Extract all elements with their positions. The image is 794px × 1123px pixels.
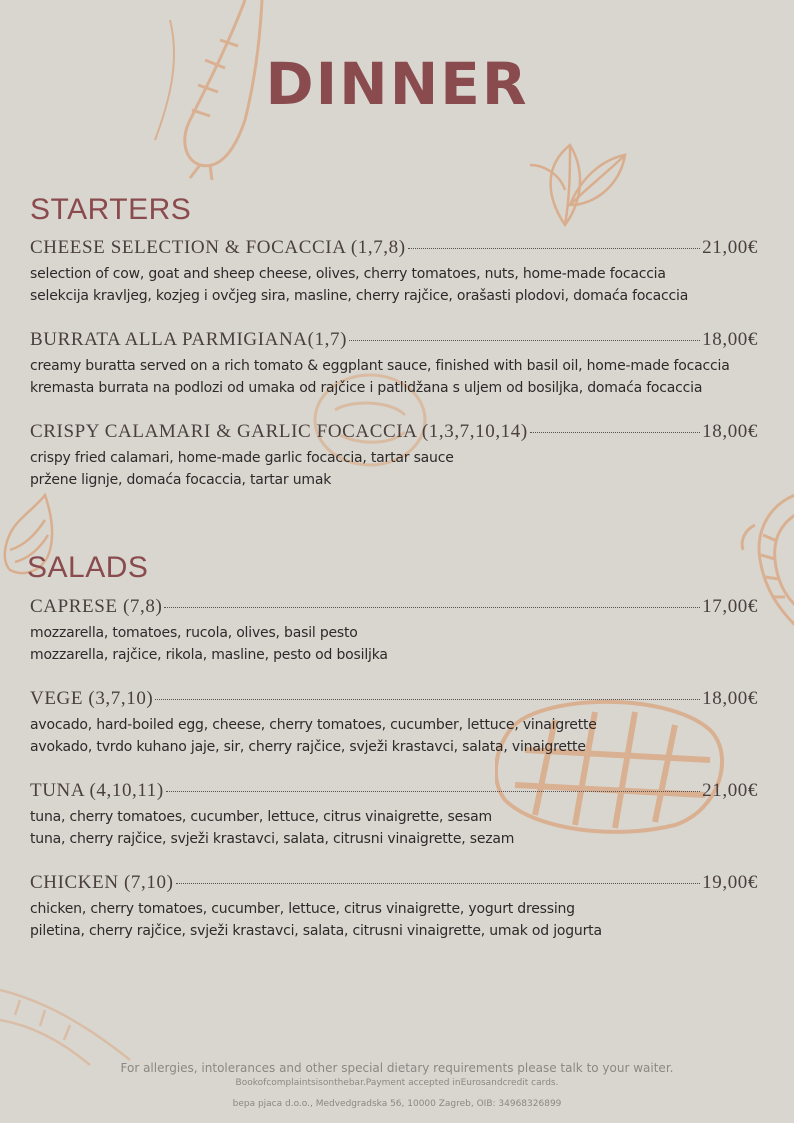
item-description-en: tuna, cherry tomatoes, cucumber, lettuce, citrus vinaigrette, sesam [30,809,492,825]
item-description-hr: kremasta burrata na podlozi od umaka od rajčice i patlidžana s uljem od bosiljka, domaća focaccia [30,380,703,396]
dotted-leader [164,607,700,608]
item-price: 17,00€ [702,596,758,617]
item-name: VEGE (3,7,10) [30,688,154,709]
carrot-illustration [0,960,140,1070]
item-name: CHICKEN (7,10) [30,872,174,893]
item-description-hr: tuna, cherry rajčice, svježi krastavci, salata, citrusni vinaigrette, sezam [30,831,515,847]
menu-item [30,688,758,758]
item-name: CAPRESE (7,8) [30,596,163,617]
item-price: 18,00€ [702,688,758,709]
item-description-hr: avokado, tvrdo kuhano jaje, sir, cherry rajčice, svježi krastavci, salata, vinaigrette [30,739,586,755]
menu-item [30,596,758,666]
item-name: BURRATA ALLA PARMIGIANA(1,7) [30,329,348,350]
item-description-en: crispy fried calamari, home-made garlic focaccia, tartar sauce [30,450,454,466]
payment-notice: Bookofcomplaintsisonthebar.Payment accepted inEurosandcredit cards. [235,1078,559,1088]
item-price: 21,00€ [702,780,758,801]
item-price: 19,00€ [702,872,758,893]
menu-item [30,237,758,307]
item-name: CHEESE SELECTION & FOCACCIA (1,7,8) [30,237,406,258]
dotted-leader [166,791,700,792]
company-info: bepa pjaca d.o.o., Medvedgradska 56, 10000 Zagreb, OIB: 34968326899 [232,1099,562,1109]
dotted-leader [530,432,700,433]
item-description-en: creamy buratta served on a rich tomato & eggplant sauce, finished with basil oil, home-made focaccia [30,358,730,374]
item-description-en: chicken, cherry tomatoes, cucumber, lettuce, citrus vinaigrette, yogurt dressing [30,901,575,917]
item-description-hr: mozzarella, rajčice, rikola, masline, pesto od bosiljka [30,647,388,663]
section-heading-starters: STARTERS [30,193,192,226]
item-name: CRISPY CALAMARI & GARLIC FOCACCIA (1,3,7,10,14) [30,421,528,442]
basil-leaf-illustration [525,135,635,235]
item-price: 21,00€ [702,237,758,258]
dotted-leader [176,883,701,884]
item-price: 18,00€ [702,421,758,442]
item-description-en: mozzarella, tomatoes, rucola, olives, basil pesto [30,625,358,641]
item-description-hr: selekcija kravljeg, kozjeg i ovčjeg sira, masline, cherry rajčice, orašasti plodovi, domaća focaccia [30,288,689,304]
dotted-leader [408,248,700,249]
item-description-en: selection of cow, goat and sheep cheese, olives, cherry tomatoes, nuts, home-made focaccia [30,266,666,282]
item-description-hr: pržene lignje, domaća focaccia, tartar umak [30,472,332,488]
dotted-leader [155,699,700,700]
item-description-en: avocado, hard-boiled egg, cheese, cherry tomatoes, cucumber, lettuce, vinaigrette [30,717,597,733]
menu-item [30,329,758,399]
menu-item [30,780,758,850]
allergy-notice: For allergies, intolerances and other special dietary requirements please talk to your waiter. [120,1061,674,1075]
item-description-hr: piletina, cherry rajčice, svježi krastavci, salata, citrusni vinaigrette, umak od jogurta [30,923,602,939]
menu-item [30,421,758,491]
item-name: TUNA (4,10,11) [30,780,164,801]
section-heading-salads: SALADS [27,551,149,584]
menu-title: DINNER [265,50,529,118]
dotted-leader [349,340,700,341]
menu-item [30,872,758,942]
item-price: 18,00€ [702,329,758,350]
